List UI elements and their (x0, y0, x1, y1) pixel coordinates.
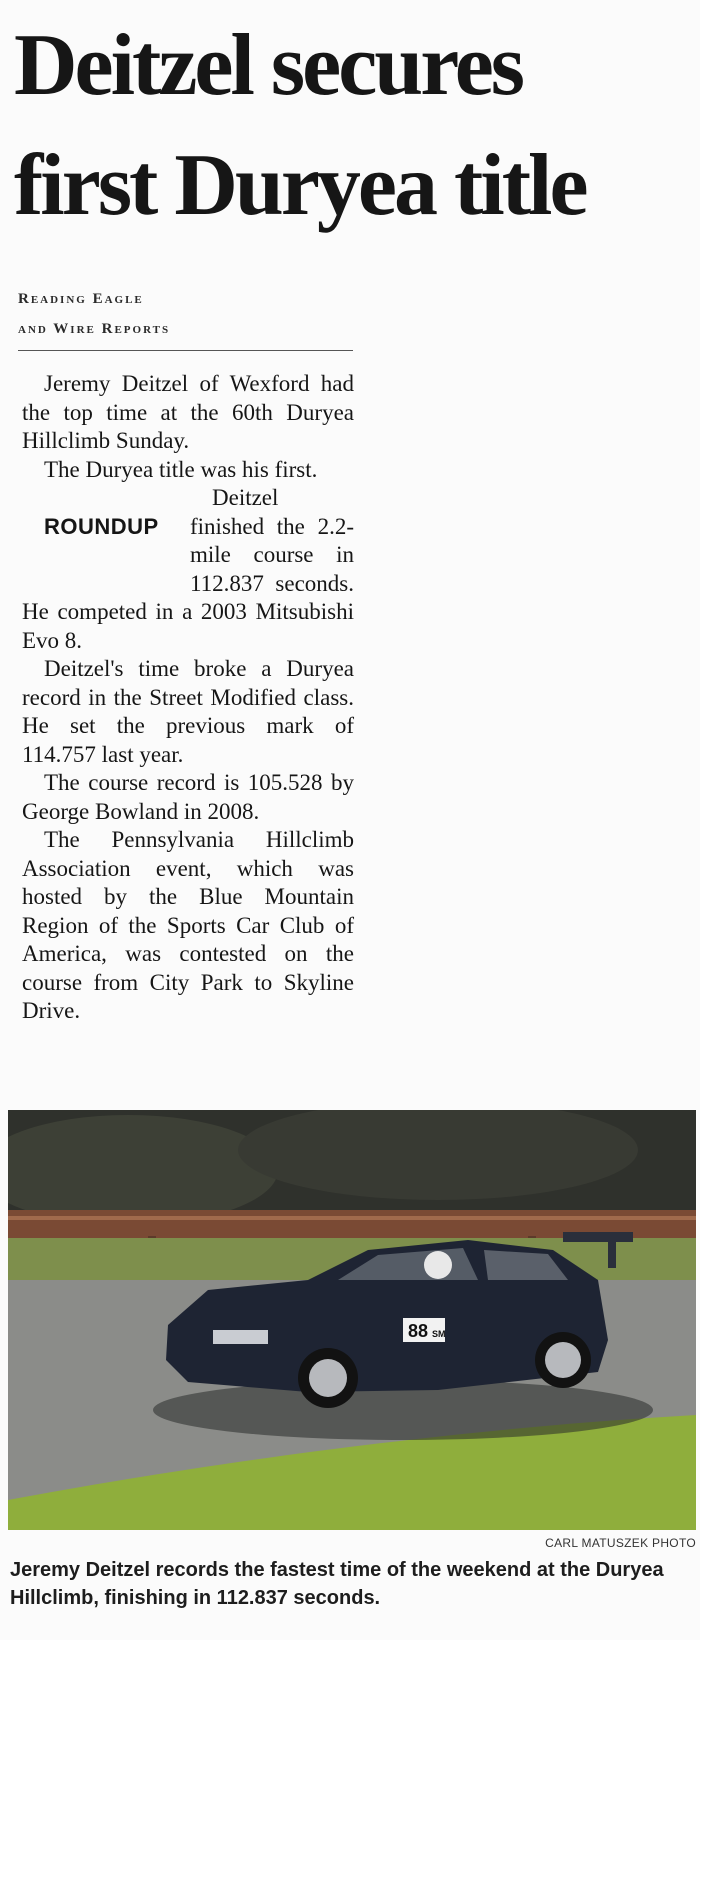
headline-line-1: Deitzel secures (14, 17, 523, 114)
article-paragraph: Jeremy Deitzel of Wexford had the top time at the 60th Duryea Hillclimb Sunday. (22, 371, 354, 453)
article-paragraph (22, 484, 354, 655)
race-photo (8, 1110, 696, 1530)
byline-line-2: and Wire Reports (18, 321, 171, 337)
byline-line-1: Reading Eagle (18, 291, 144, 307)
article-paragraph-text: Deitzel finished the 2.2-mile course in 112.837 seconds. He competed in a 2003 Mitsubishi Evo 8. (22, 485, 354, 653)
photo-caption: Jeremy Deitzel records the fastest time of the weekend at the Duryea Hillclimb, finishing in 112.837 seconds. (10, 1559, 664, 1609)
race-photo-illustration (8, 1110, 696, 1530)
rear-rim (545, 1342, 581, 1378)
headlight (213, 1330, 268, 1344)
guardrail-highlight (8, 1216, 696, 1220)
byline (18, 284, 353, 344)
car-class: SM (432, 1329, 446, 1339)
headline (14, 6, 714, 246)
article-paragraph: The course record is 105.528 by George Bowland in 2008. (22, 770, 354, 824)
photo-credit: CARL MATUSZEK PHOTO (545, 1536, 696, 1550)
article-paragraph: Deitzel's time broke a Duryea record in the Street Modified class. He set the previous mark of 114.757 last year. (22, 656, 354, 767)
car-number: 88 (408, 1321, 429, 1341)
rear-wing-strut (608, 1238, 616, 1268)
driver-helmet (424, 1251, 452, 1279)
article-paragraph: The Duryea title was his first. (44, 456, 318, 482)
roundup-label: ROUNDUP (44, 513, 159, 539)
article-body (22, 370, 354, 1026)
front-rim (309, 1359, 347, 1397)
rear-wing (563, 1232, 633, 1242)
headline-line-2: first Duryea title (14, 137, 586, 234)
article-paragraph: The Pennsylvania Hillclimb Association event, which was hosted by the Blue Mountain Region of the Sports Car Club of America, was contested on the course from City Park to Skyline Drive. (22, 827, 354, 1023)
byline-divider (18, 350, 353, 351)
